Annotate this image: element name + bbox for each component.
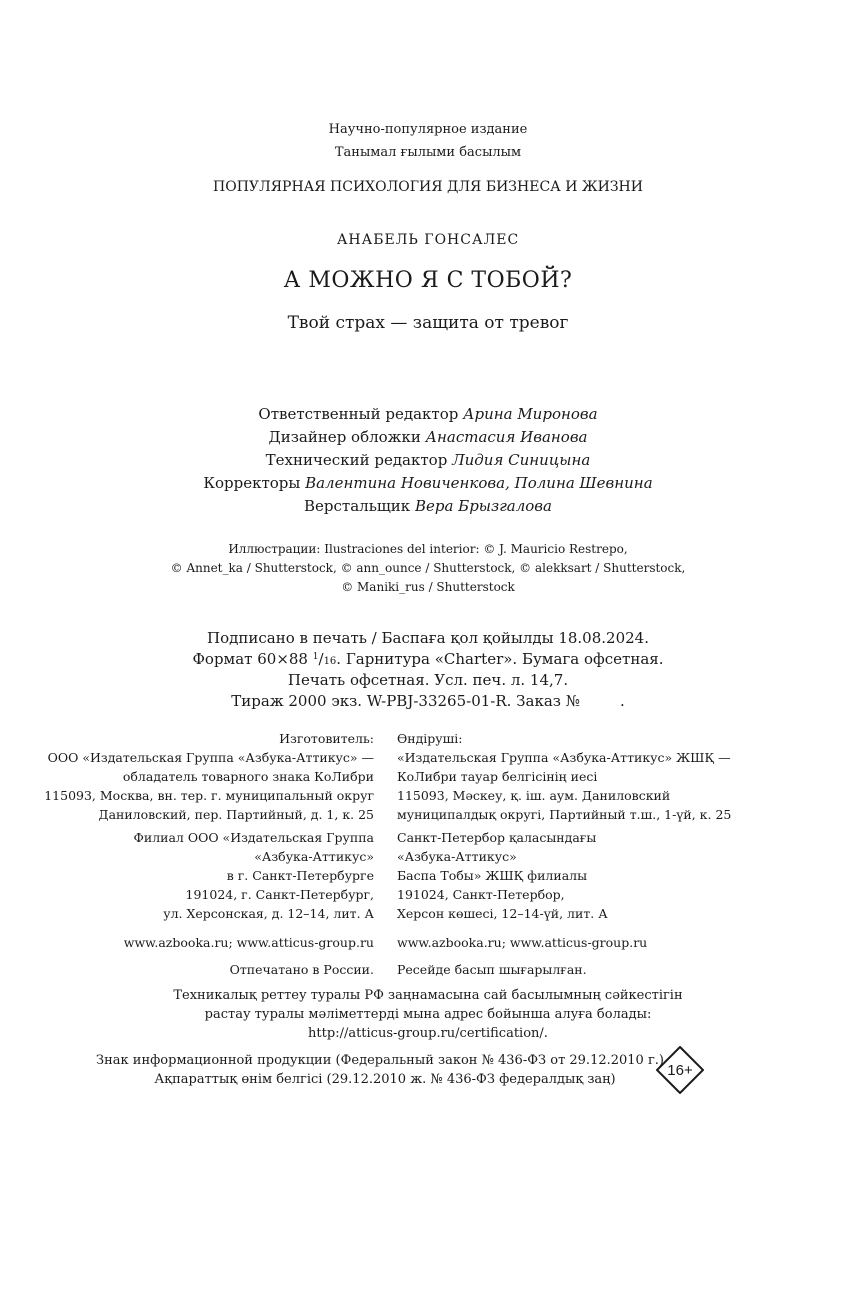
info-sign-ru: Знак информационной продукции (Федеральный закон № 436-ФЗ от 29.12.2010 г.)	[96, 1053, 664, 1068]
credit-line	[0, 451, 856, 469]
publisher-kz: Өндіруші: «Издательская Группа «Азбука-Аттикус» ЖШҚ — КоЛибри тауар белгісінің иесі 115093, Мәскеу, қ. іш. аум. Даниловский муниципалдық округі, Партийный т.ш., 1-үй, к. 25	[397, 731, 732, 822]
printed-in-ru: Отпечатано в России.	[229, 962, 374, 977]
credit-name: Анастасия Иванова	[425, 428, 588, 446]
credit-role: Корректоры	[203, 474, 301, 492]
genre-ru: Научно-популярное издание	[328, 122, 528, 137]
branch-ru: Филиал ООО «Издательская Группа «Азбука-Аттикус» в г. Санкт-Петербурге 191024, г. Санкт-Петербург, ул. Херсонская, д. 12–14, лит. А	[133, 830, 374, 921]
author: АНАБЕЛЬ ГОНСАЛЕС	[336, 232, 520, 248]
credit-name: Лидия Синицына	[452, 451, 591, 469]
credit-name: Арина Миронова	[463, 405, 598, 423]
website-ru: www.azbooka.ru; www.atticus-group.ru	[123, 935, 374, 950]
print-format: Формат 60×88 $^1$/16. Гарнитура «Charter». Бумага офсетная.	[192, 650, 664, 668]
series-name: ПОПУЛЯРНАЯ ПСИХОЛОГИЯ ДЛЯ БИЗНЕСА И ЖИЗНИ	[213, 179, 643, 195]
genre-kz: Танымал ғылыми басылым	[334, 145, 522, 160]
credit-name: Валентина Новиченкова, Полина Шевнина	[305, 474, 653, 492]
publisher-ru: Изготовитель: ООО «Издательская Группа «Азбука-Аттикус» — обладатель товарного знака КоЛибри 115093, Москва, вн. тер. г. муниципальный округ Даниловский, пер. Партийный, д. 1, к. 25	[44, 731, 374, 822]
signed-date: Подписано в печать / Баспаға қол қойылды 18.08.2024.	[207, 629, 649, 647]
diamond-icon	[656, 1046, 704, 1094]
branch-kz: Санкт-Петербор қаласындағы «Азбука-Аттикус» Баспа Тобы» ЖШҚ филиалы 191024, Санкт-Петербор, Херсон көшесі, 12–14-үй, лит. А	[397, 830, 608, 921]
certification-url: http://atticus-group.ru/certification/.	[308, 1026, 548, 1041]
book-subtitle: Твой страх — защита от тревог	[287, 313, 569, 333]
credit-line	[0, 428, 856, 446]
credit-role: Дизайнер обложки	[268, 428, 421, 446]
info-sign-kz: Ақпараттық өнім белгісі (29.12.2010 ж. № 436-ФЗ федералдық заң)	[154, 1072, 616, 1087]
credit-line	[0, 405, 856, 423]
certification-line: растау туралы мәліметтерді мына адрес бойынша алуға болады:	[204, 1007, 652, 1022]
print-sheets: Печать офсетная. Усл. печ. л. 14,7.	[287, 671, 569, 689]
credit-line	[0, 497, 856, 515]
print-run: Тираж 2000 экз. W-PBJ-33265-01-R. Заказ № .	[231, 692, 625, 710]
age-rating-text: 16+	[667, 1062, 693, 1079]
credit-role: Верстальщик	[304, 497, 411, 515]
age-rating-badge	[656, 1046, 704, 1094]
credit-name: Вера Брызгалова	[414, 497, 552, 515]
illustrations-line: © Maniki_rus / Shutterstock	[341, 580, 515, 594]
printed-in-kz: Ресейде басып шығарылған.	[397, 962, 587, 977]
credit-role: Ответственный редактор	[258, 405, 459, 423]
illustrations-line: © Annet_ka / Shutterstock, © ann_ounce / Shutterstock, © alekksart / Shutterstock,	[170, 561, 686, 575]
illustrations-line: Иллюстрации: Ilustraciones del interior: © J. Mauricio Restrepo,	[228, 542, 628, 556]
website-kz: www.azbooka.ru; www.atticus-group.ru	[397, 935, 648, 950]
credit-line	[0, 474, 856, 492]
certification-line: Техникалық реттеу туралы РФ заңнамасына сай басылымның сәйкестігін	[173, 988, 683, 1003]
credit-role: Технический редактор	[265, 451, 448, 469]
book-title: А МОЖНО Я С ТОБОЙ?	[283, 268, 573, 293]
